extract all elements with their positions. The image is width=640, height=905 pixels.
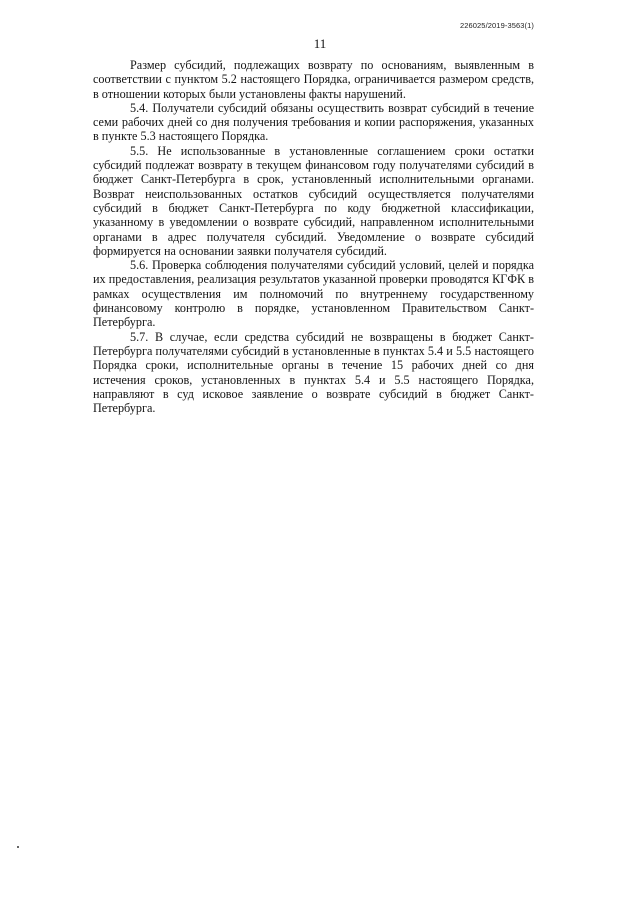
document-body <box>93 58 534 415</box>
page-number: 11 <box>313 36 327 51</box>
scan-speck <box>17 846 19 848</box>
paragraph-5-7: 5.7. В случае, если средства субсидий не возвращены в бюджет Санкт-Петербурга получателями субсидий в установленные в пунктах 5.4 и 5.5 настоящего Порядка сроки, исполнительные органы в течение 15 рабочих дней со дня истечения сроков, установленных в пунктах 5.4 и 5.5 настоящего Порядка, направляют в суд исковое заявление о возврате субсидий в бюджет Санкт-Петербурга. <box>93 329 534 416</box>
paragraph-5-5: 5.5. Не использованные в установленные соглашением сроки остатки субсидий подлежат возврату в текущем финансовом году получателями субсидий в бюджет Санкт-Петербурга в срок, установленный исполнительными органами. Возврат неиспользованных остатков субсидий осуществляется получателями субсидий в бюджет Санкт-Петербурга по коду бюджетной классификации, указанному в уведомлении о возврате субсидий, направленном исполнительными органами в адрес получателя субсидий. Уведомление о возврате субсидий формируется на основании заявки получателя субсидий. <box>93 143 534 258</box>
paragraph-5-6: 5.6. Проверка соблюдения получателями субсидий условий, целей и порядка их предоставления, реализация результатов указанной проверки проводятся КГФК в рамках осуществления им полномочий по внутреннему государственному финансовому контролю в порядке, установленном Правительством Санкт-Петербурга. <box>93 258 534 330</box>
document-id: 226025/2019-3563(1) <box>459 21 534 30</box>
paragraph-5-4: 5.4. Получатели субсидий обязаны осуществить возврат субсидий в течение семи рабочих дней со дня получения требования и копии распоряжения, указанных в пункте 5.3 настоящего Порядка. <box>93 100 534 144</box>
paragraph-subsidy-refund-amount: Размер субсидий, подлежащих возврату по основаниям, выявленным в соответствии с пунктом 5.2 настоящего Порядка, ограничивается размером средств, в отношении которых были установлены факты нарушений. <box>93 58 534 101</box>
